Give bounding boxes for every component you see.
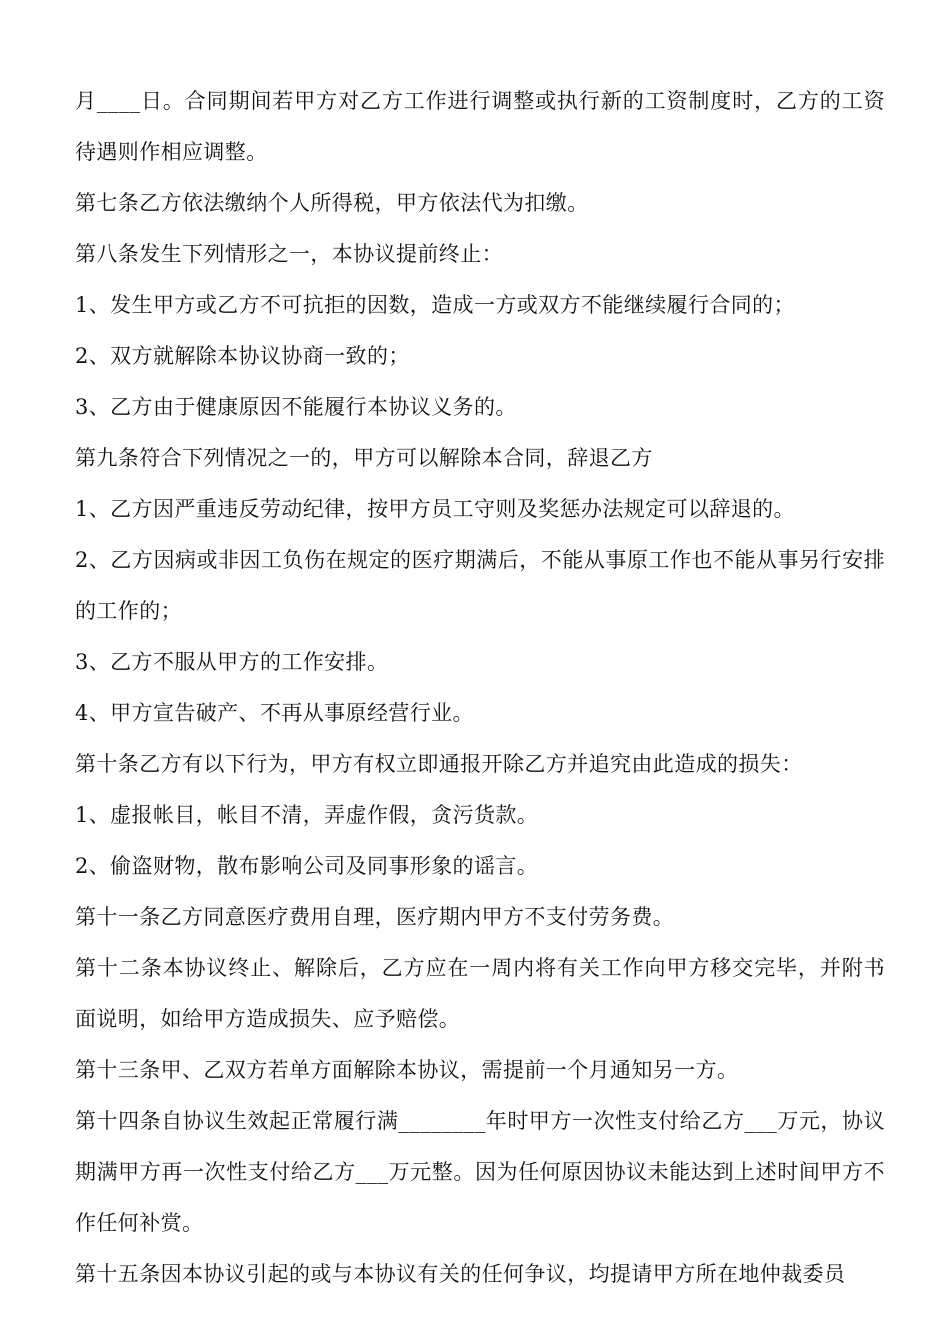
paragraph-article-9-item-2: 2、乙方因病或非因工负伤在规定的医疗期满后，不能从事原工作也不能从事另行安排的工作的；	[75, 548, 885, 623]
paragraph-article-8: 第八条发生下列情形之一，本协议提前终止：	[75, 242, 503, 266]
paragraph-article-8-item-3: 3、乙方由于健康原因不能履行本协议义务的。	[75, 395, 517, 419]
paragraph-article-7: 第七条乙方依法缴纳个人所得税，甲方依法代为扣缴。	[75, 191, 589, 215]
paragraph-article-10-item-1: 1、虚报帐目，帐目不清，弄虚作假，贪污货款。	[75, 803, 539, 827]
paragraph-article-8-item-2: 2、双方就解除本协议协商一致的；	[75, 344, 410, 368]
paragraph-article-9-item-1: 1、乙方因严重违反劳动纪律，按甲方员工守则及奖惩办法规定可以辞退的。	[75, 497, 795, 521]
paragraph-article-15: 第十五条因本协议引起的或与本协议有关的任何争议，均提请甲方所在地仲裁委员	[75, 1262, 846, 1286]
paragraph-article-9: 第九条符合下列情况之一的，甲方可以解除本合同，辞退乙方	[75, 446, 653, 470]
paragraph-article-8-item-1: 1、发生甲方或乙方不可抗拒的因数，造成一方或双方不能继续履行合同的；	[75, 293, 795, 317]
paragraph-article-10: 第十条乙方有以下行为，甲方有权立即通报开除乙方并追究由此造成的损失：	[75, 752, 803, 776]
paragraph-article-10-item-2: 2、偷盗财物，散布影响公司及同事形象的谣言。	[75, 854, 539, 878]
paragraph-article-14: 第十四条自协议生效起正常履行满________年时甲方一次性支付给乙方___万元，协议期满甲方再一次性支付给乙方___万元整。因为任何原因协议未能达到上述时间甲方不作任何补赏。	[75, 1109, 885, 1235]
paragraph-article-11: 第十一条乙方同意医疗费用自理，医疗期内甲方不支付劳务费。	[75, 905, 675, 929]
paragraph-article-13: 第十三条甲、乙双方若单方面解除本协议，需提前一个月通知另一方。	[75, 1058, 739, 1082]
paragraph-article-12: 第十二条本协议终止、解除后，乙方应在一周内将有关工作向甲方移交完毕，并附书面说明，如给甲方造成损失、应予赔偿。	[75, 956, 885, 1031]
paragraph-salary-adjustment: 月____日。合同期间若甲方对乙方工作进行调整或执行新的工资制度时，乙方的工资待遇则作相应调整。	[75, 89, 885, 164]
paragraph-article-9-item-3: 3、乙方不服从甲方的工作安排。	[75, 650, 389, 674]
paragraph-article-9-item-4: 4、甲方宣告破产、不再从事原经营行业。	[75, 701, 474, 725]
